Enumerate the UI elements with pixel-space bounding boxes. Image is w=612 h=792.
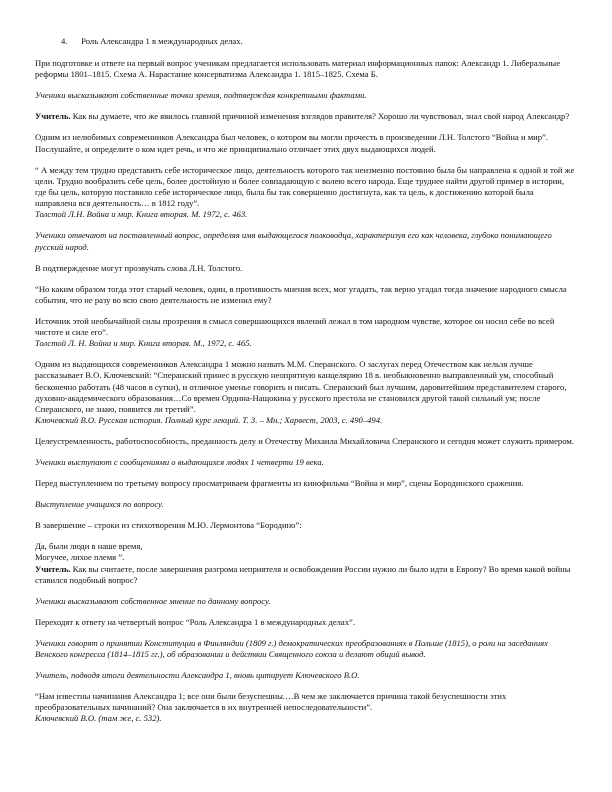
paragraph-students-constitution: Ученики говорят о принятии Конституции в Финляндии (1809 г.) демократических преобразованиях в Польше (1815), о роли на заседаниях Венского конгресса (1814–1815 гг.), об образовании и действии Священного союза и делают общий вывод. <box>35 637 548 660</box>
paragraph-students-own-opinion: Ученики высказывают собственное мнение по данному вопросу. <box>35 595 271 606</box>
paragraph-speransky-example: Целеустремленность, работоспособность, преданность делу и Отечеству Михаила Михайловича Сперанского и сегодня может служить примером. <box>35 436 574 447</box>
paragraph-fourth-question: Переходят к ответу на четвертый вопрос “Роль Александра 1 в международных делах”. <box>35 616 356 627</box>
quote-citation: Ключевский В.О. Русская история. Полный курс лекций. Т. 3. – Мн.; Харвест, 2003, с. 490–494. <box>35 415 383 426</box>
paragraph-contemporary: Одним из нелюбимых современников Александра был человек, о котором вы могли прочесть в произведении Л.Н. Толстого “Война и мир”. Послушайте, и определите о ком идет речь, и что же принципиально отличает этих двух выдающихся людей. <box>35 132 549 154</box>
teacher-label: Учитель. <box>35 563 71 574</box>
teacher-question-text: Как вы считаете, после завершения разгрома неприятеля и освобождения России нужно ли было идти в Европу? Во время какой войны ставился подобный вопрос? <box>35 563 571 585</box>
paragraph-tolstoy-quote-2: “Но каким образом тогда этот старый человек, один, в противность мнения всех, мог угадать, так верно угадал тогда значение народного смысла события, что не разу во всю свою деятельность не изменил ему? <box>35 283 567 305</box>
paragraph-teacher-question-2 <box>35 564 577 586</box>
section-number: 4. <box>61 36 68 46</box>
section-title: Роль Александра 1 в международных делах. <box>81 36 243 46</box>
quote-citation: Толстой Л. Н. Война и мир. Книга вторая. М., 1972, с. 465. <box>35 338 252 349</box>
poem-lines <box>35 541 577 563</box>
quote-citation: Ключевский В.О. (там же, с. 532). <box>35 713 162 724</box>
section-heading <box>35 36 577 47</box>
paragraph-students-opinions: Ученики высказывают собственные точки зрения, подтверждая конкретными фактами. <box>35 90 367 101</box>
speransky-text: Одним из выдающихся современников Александра 1 можно назвать М.М. Сперанского. О заслугах перед Отечеством как нельзя лучше рассказывает В.О. Ключевский: “Сперанский принес в русскую неопрятную канцелярию 18 в. необыкновенно выправленный ум, способный бесконечно работать (48 часов в сутки), и отличное уменье говорить и писать. Сперанский был лучшим, даровитейшим представителем старого, духовно-академического образования…Со времен Ордина-Нащокина у русского престола не становился другой такой сильный ум; после Сперанского, не знаю, появится ли третий”. <box>35 359 567 415</box>
paragraph-confirmation: В подтверждение могут прозвучать слова Л.Н. Толстого. <box>35 262 243 273</box>
paragraph-intro: При подготовке и ответе на первый вопрос ученикам предлагается использовать материал информационных папок: Александр 1. Либеральные реформы 1801–1815. Схема А. Нарастание консерватизма Александра 1. 1815–1825. Схема Б. <box>35 58 561 80</box>
paragraph-students-reports: Ученики выступают с сообщениями о выдающихся людях 1 четверти 19 века. <box>35 457 324 468</box>
paragraph-teacher-question-1 <box>35 111 577 122</box>
quote-citation: Толстой Л.Н. Война и мир. Книга вторая. М. 1972, с. 463. <box>35 209 248 220</box>
quote-text: “Нам известны начинания Александра 1; все они были безуспешны.…В чем же заключается причина такой безуспешности этих преобразовательных начинаний? Она заключается в их внутренней непоследовательности”. <box>35 691 507 713</box>
paragraph-tolstoy-quote-1 <box>35 165 577 221</box>
teacher-question-text: Как вы думаете, что же явилось главной причиной изменения взглядов правителя? Хорошо ли чувствовал, знал свой народ Александр? <box>70 111 570 122</box>
poem-line: Могучее, лихое племя ”. <box>35 552 125 563</box>
paragraph-students-answer: Ученики отвечают на поставленный вопрос, определяя имя выдающегося полководца, характеризуя его как человека, глубоко понимающего русский народ. <box>35 230 552 252</box>
poem-line: Да, были люди в наше время, <box>35 541 143 552</box>
paragraph-students-speech: Выступление учащихся по вопросу. <box>35 499 164 510</box>
paragraph-film: Перед выступлением по третьему вопросу просматриваем фрагменты из кинофильма “Война и мир”, сцены Бородинского сражения. <box>35 478 524 489</box>
paragraph-tolstoy-quote-3 <box>35 316 577 350</box>
paragraph-teacher-summary: Учитель, подводя итоги деятельности Александра 1, вновь цитирует Ключевского В.О. <box>35 670 360 681</box>
quote-text: “ А между тем трудно представить себе историческое лицо, деятельность которого так неизменно постоянно была бы направлена к одной и той же цели. Трудно вообразить себе цель, более достойную и более совпадающую с волею всего народа. Еще труднее найти другой пример в истории, где бы цель, которую поставило себе историческое лицо, была бы так совершенно достигнута, как та цель, к достижению которой была направлена вся деятельность… в 1812 году”. <box>35 164 575 209</box>
teacher-label: Учитель. <box>35 111 71 122</box>
paragraph-klyuchevsky-quote <box>35 691 577 725</box>
paragraph-lermontov-intro: В завершение – строки из стихотворения М.Ю. Лермонтова “Бородино”: <box>35 520 302 531</box>
paragraph-speransky <box>35 359 577 426</box>
quote-text: Источник этой необычайной силы прозрения в смысл совершающихся явлений лежал в том народном чувстве, которое он носил себе во всей чистоте и силе его”. <box>35 315 555 338</box>
